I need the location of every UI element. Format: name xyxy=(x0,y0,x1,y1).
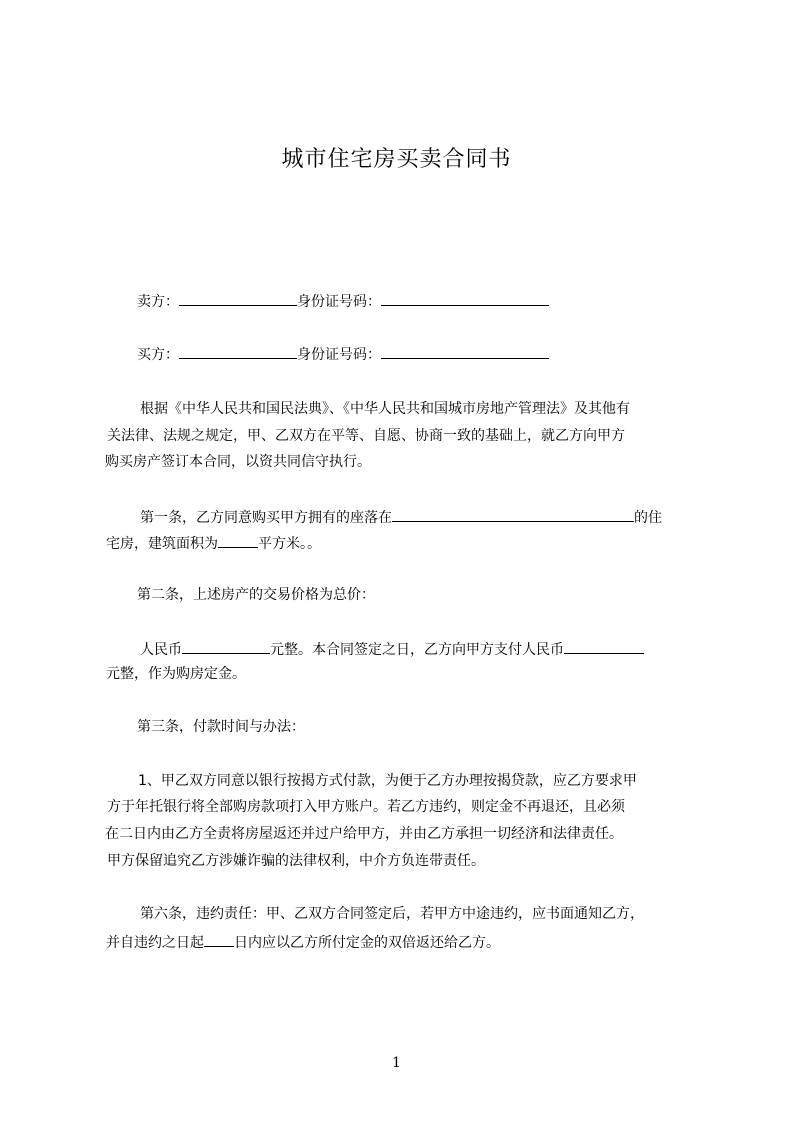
seller-line xyxy=(137,290,549,312)
buyer-label: 买方： xyxy=(137,347,179,363)
seller-id-blank xyxy=(381,290,549,306)
days-blank xyxy=(204,931,234,947)
seller-id-label: 身份证号码： xyxy=(297,294,381,310)
seller-label: 卖方： xyxy=(137,294,179,310)
price-text: 元整。本合同签定之日，乙方向甲方支付人民币 xyxy=(270,642,564,658)
payment-line: 甲方保留追究乙方涉嫌诈骗的法律权利，中介方负连带责任。 xyxy=(107,853,485,869)
article1-line1 xyxy=(140,506,662,528)
document-title: 城市住宅房买卖合同书 xyxy=(281,147,512,172)
buyer-name-blank xyxy=(179,343,297,359)
preamble-line: 根据《中华人民共和国民法典》、《中华人民共和国城市房地产管理法》及其他有 xyxy=(140,401,630,417)
article1-text: 第一条，乙方同意购买甲方拥有的座落在 xyxy=(140,510,392,526)
buyer-id-blank xyxy=(381,343,549,359)
price-line1 xyxy=(140,638,644,660)
article2-heading: 第二条，上述房产的交易价格为总价： xyxy=(137,587,375,603)
page-number: 1 xyxy=(392,1055,401,1071)
article6-text: 并自违约之日起 xyxy=(106,935,204,951)
total-price-blank xyxy=(182,638,270,654)
price-line2: 元整，作为购房定金。 xyxy=(106,666,246,682)
location-blank xyxy=(392,506,634,522)
article6-line2 xyxy=(106,931,500,953)
seller-name-blank xyxy=(179,290,297,306)
payment-line: 方于年托银行将全部购房款项打入甲方账户。若乙方违约，则定金不再退还，且必须 xyxy=(107,799,625,815)
article3-heading: 第三条，付款时间与办法： xyxy=(137,719,305,735)
price-text: 人民币 xyxy=(140,642,182,658)
buyer-line xyxy=(137,343,549,365)
buyer-id-label: 身份证号码： xyxy=(297,347,381,363)
payment-line: 1、甲乙双方同意以银行按揭方式付款，为便于乙方办理按揭贷款，应乙方要求甲 xyxy=(138,773,637,789)
article1-text: 的住 xyxy=(634,510,662,526)
preamble-line: 关法律、法规之规定，甲、乙双方在平等、自愿、协商一致的基础上，就乙方向甲方 xyxy=(107,428,625,444)
article1-text: 宅房，建筑面积为 xyxy=(106,536,218,552)
preamble-line: 购买房产签订本合同，以资共同信守执行。 xyxy=(105,454,371,470)
deposit-blank xyxy=(564,638,644,654)
article6-text: 日内应以乙方所付定金的双倍返还给乙方。 xyxy=(234,935,500,951)
area-blank xyxy=(218,532,258,548)
article1-text: 平方米。。 xyxy=(258,536,321,552)
article6-line1: 第六条，违约责任：甲、乙双方合同签定后，若甲方中途违约，应书面通知乙方， xyxy=(140,906,644,922)
article1-line2 xyxy=(106,532,321,554)
payment-line: 在二日内由乙方全责将房屋返还并过户给甲方，并由乙方承担一切经济和法律责任。 xyxy=(105,826,623,842)
